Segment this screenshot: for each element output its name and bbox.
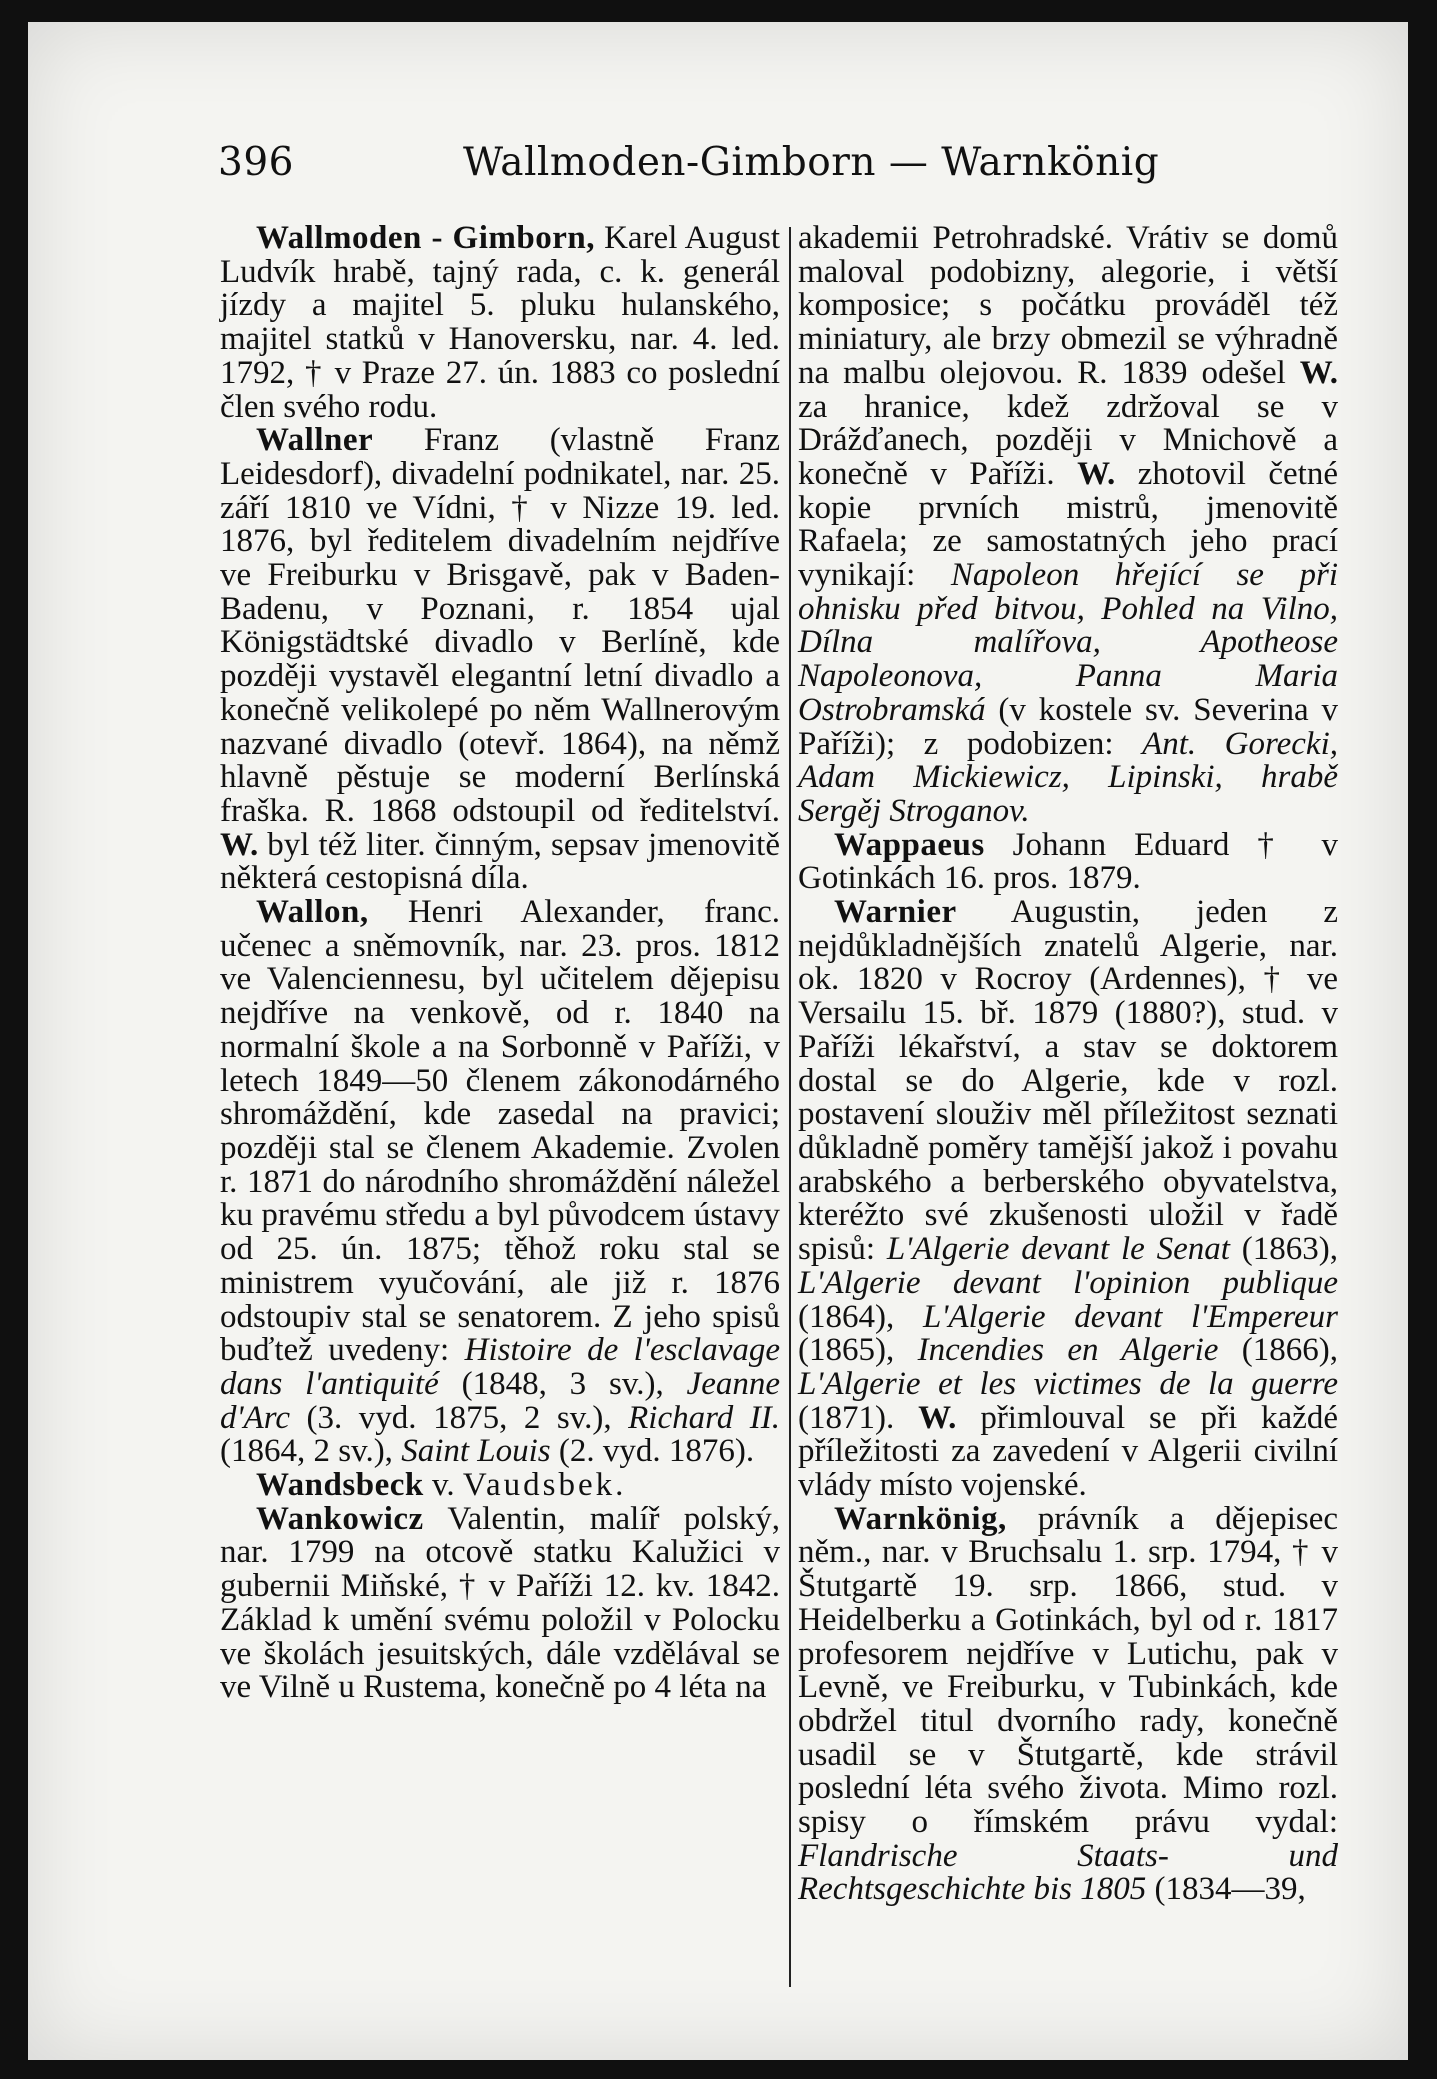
- work-title: Histoire de l'esclavage dans l'antiquité: [220, 1332, 780, 1402]
- entry-wallmoden: [220, 222, 780, 424]
- headword: Wandsbeck: [256, 1467, 424, 1504]
- entry-text: Karel August Ludvík hrabě, tajný rada, c. k. generál jízdy a majitel 5. pluku hulanského, majitel statků v Hanoversku, nar. 4. led. 1792, † v Praze 27. ún. 1883 co poslední člen svého rodu.: [220, 220, 780, 425]
- headword: Wappaeus: [834, 826, 985, 863]
- abbrev: W.: [1299, 354, 1338, 391]
- entry-text: (1863),: [1229, 1231, 1338, 1268]
- right-column: [798, 222, 1338, 1907]
- entry-text: za hranice, kdež zdržoval se v Drážďanech, později v Mnichově a konečně v Paříži.: [798, 388, 1338, 492]
- entry-text: akademii Petrohradské. Vrátiv se domů maloval podobizny, alegorie, i větší komposice; s počátku prováděl též miniatury, ale brzy obmezil se výhradně na malbu olejovou. R. 1839 odešel: [798, 220, 1338, 391]
- work-title: L'Algerie devant l'Empereur: [923, 1298, 1338, 1335]
- abbrev: W.: [918, 1399, 957, 1436]
- entry-text: Valentin, malíř polský, nar. 1799 na otcově statku Kalužici v gubernii Miňské, † v Paříži 12. kv. 1842. Základ k umění svému položil v Polocku ve školách jesuitských, dále vzdělával se ve Vilně u Rustema, konečně po 4 léta na: [220, 1500, 780, 1706]
- entry-text: (1864),: [798, 1298, 923, 1335]
- entry-wallner: [220, 424, 780, 896]
- abbrev: W.: [220, 826, 259, 863]
- running-title: Wallmoden-Gimborn — Warnkönig: [463, 140, 1160, 185]
- work-title: Incendies en Algerie: [917, 1332, 1219, 1369]
- entry-warnier: [798, 896, 1338, 1503]
- page-number: 396: [218, 140, 294, 185]
- entry-wallon: [220, 896, 780, 1469]
- entry-text: (1866),: [1218, 1332, 1339, 1369]
- entry-text: (1865),: [798, 1332, 918, 1369]
- entry-warnkonig: [798, 1500, 1338, 1908]
- entry-wandsbeck: [220, 1469, 780, 1503]
- headword: Warnkönig,: [834, 1500, 1007, 1537]
- entry-text: (v kostele sv. Severina v Paříži); z podobizen:: [798, 691, 1338, 762]
- headword: Wallmoden - Gimborn,: [256, 220, 595, 256]
- entry-text: (1834—39,: [1146, 1871, 1306, 1908]
- entry-text: přimlouval se při každé příležitosti za zavedení v Algerii civilní vlády místo vojenské.: [798, 1399, 1338, 1504]
- book-page: [28, 22, 1408, 2060]
- work-title: Flandrische Staats- und Rechtsgeschichte bis 1805: [798, 1837, 1338, 1908]
- entry-text: (1871).: [798, 1399, 919, 1436]
- work-title: Ant. Gorecki, Adam Mickiewicz, Lipinski, hrabě Sergěj Stroganov.: [798, 725, 1338, 829]
- entry-text: (1848, 3 sv.),: [438, 1365, 687, 1402]
- work-title: L'Algerie devant l'opinion publique: [798, 1264, 1338, 1301]
- work-title: Richard II.: [628, 1399, 780, 1436]
- headword: Wallner: [256, 422, 374, 459]
- entry-text: (1864, 2 sv.),: [220, 1433, 402, 1470]
- entry-text: zhotovil četné kopie prvních mistrů, jmenovitě Rafaela; ze samostatných jeho prací vynikají:: [798, 455, 1338, 594]
- entry-text: právník a dějepisec něm., nar. v Bruchsalu 1. srp. 1794, † v Štutgartě 19. srp. 1866, stud. v Heidelberku a Gotinkách, byl od r. 1817 profesorem nejdříve v Lutichu, pak v Levně, ve Freiburku, v Tubinkách, kde obdržel titul dvorního rady, konečně usadil se v Štutgartě, kde strávil poslední léta svého života. Mimo rozl. spisy o římském právu vydal:: [798, 1500, 1338, 1841]
- work-title: Saint Louis: [401, 1433, 551, 1470]
- entry-wankowicz: [220, 1500, 780, 1706]
- entry-text: v.: [423, 1467, 463, 1504]
- entry-wankowicz-continued: [798, 222, 1338, 829]
- entry-text: (3. vyd. 1875, 2 sv.),: [289, 1399, 629, 1436]
- work-title: L'Algerie et les victimes de la guerre: [798, 1365, 1338, 1402]
- column-divider: [789, 227, 791, 1987]
- entry-text: (2. vyd. 1876).: [550, 1433, 755, 1470]
- work-title: Jeanne d'Arc: [220, 1365, 780, 1436]
- entry-wappaeus: [798, 826, 1338, 897]
- entry-text: byl též liter. činným, sepsav jmenovitě některá cestopisná díla.: [220, 826, 780, 897]
- left-column: [220, 222, 780, 1705]
- work-title: L'Algerie devant le Senat: [886, 1231, 1230, 1268]
- headword: Wankowicz: [256, 1500, 424, 1537]
- headword: Warnier: [834, 894, 957, 931]
- entry-text: Henri Alexander, franc. učenec a sněmovník, nar. 23. pros. 1812 ve Valenciennesu, byl učitelem dějepisu nejdříve na venkově, od r. 1840 na normalní škole a na Sorbonně v Paříži, v letech 1849—50 členem zákonodárného shromáždění, kde zasedal na pravici; později stal se členem Akademie. Zvolen r. 1871 do národního shromáždění náležel ku pravému středu a byl původcem ústavy od 25. ún. 1875; těhož roku stal se ministrem vyučování, ale již r. 1876 odstoupiv stal se senatorem. Z jeho spisů buďtež uvedeny:: [220, 894, 780, 1369]
- abbrev: W.: [1077, 455, 1116, 492]
- entry-text: Johann Eduard † v Gotinkách 16. pros. 1879.: [798, 826, 1338, 897]
- headword: Wallon,: [256, 894, 369, 931]
- cross-reference: Vaudsbek.: [462, 1467, 627, 1504]
- entry-text: Franz (vlastně Franz Leidesdorf), divadelní podnikatel, nar. 25. září 1810 ve Vídni, † v Nizze 19. led. 1876, byl ředitelem divadelním nejdříve ve Freiburku v Brisgavě, pak v Baden-Badenu, v Poznani, r. 1854 ujal Königstädtské divadlo v Berlíně, kde později vystavěl elegantní letní divadlo a konečně velikolepé po něm Wallnerovým nazvané divadlo (otevř. 1864), na němž hlavně pěstuje se moderní Berlínská fraška. R. 1868 odstoupil od ředitelství.: [220, 422, 780, 829]
- work-title: Napoleon hřející se při ohnisku před bitvou, Pohled na Vilno, Dílna malířova, Apotheose Napoleonova, Panna Maria Ostrobramská: [798, 557, 1338, 728]
- entry-text: Augustin, jeden z nejdůkladnějších znatelů Algerie, nar. ok. 1820 v Rocroy (Ardennes), † ve Versailu 15. bř. 1879 (1880?), stud. v Paříži lékařství, a stav se doktorem dostal se do Algerie, kde v rozl. postavení slouživ měl příležitost seznati důkladně poměry tamější jakož i povahu arabského a berberského obyvatelstva, kteréžto své zkušenosti uložil v řadě spisů:: [798, 894, 1338, 1268]
